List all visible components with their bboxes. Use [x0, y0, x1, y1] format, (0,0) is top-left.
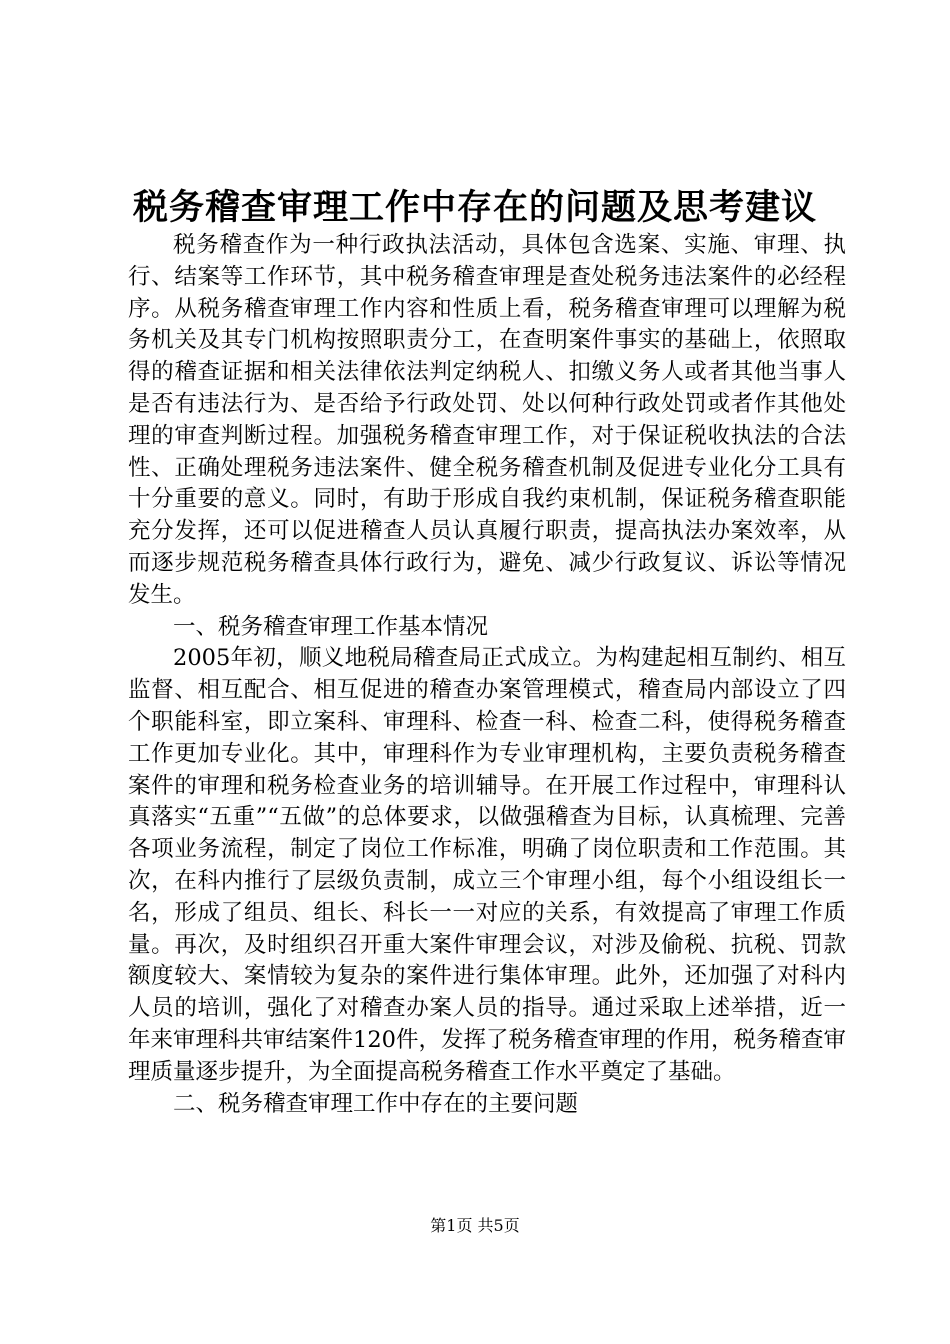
paragraph-intro: 税务稽查作为一种行政执法活动，具体包含选案、实施、审理、执行、结案等工作环节，其中税务稽查审理是查处税务违法案件的必经程序。从税务稽查审理工作内容和性质上看，税务稽查审理可以理解为税务机关及其专门机构按照职责分工，在查明案件事实的基础上，依照取得的稽查证据和相关法律依法判定纳税人、扣缴义务人或者其他当事人是否有违法行为、是否给予行政处罚、处以何种行政处罚或者作其他处理的审查判断过程。加强税务稽查审理工作，对于保证税收执法的合法性、正确处理税务违法案件、健全税务稽查机制及促进专业化分工具有十分重要的意义。同时，有助于形成自我约束机制，保证税务稽查职能充分发挥，还可以促进稽查人员认真履行职责，提高执法办案效率，从而逐步规范税务稽查具体行政行为，避免、减少行政复议、诉讼等情况发生。 — [128, 232, 846, 608]
document-body — [128, 230, 846, 1120]
paragraph-basic-situation: 2005年初，顺义地税局稽查局正式成立。为构建起相互制约、相互监督、相互配合、相互促进的稽查办案管理模式，稽查局内部设立了四个职能科室，即立案科、审理科、检查一科、检查二科，使得税务稽查工作更加专业化。其中，审理科作为专业审理机构，主要负责税务稽查案件的审理和税务检查业务的培训辅导。在开展工作过程中，审理科认真落实“五重”“五做”的总体要求，以做强稽查为目标，认真梳理、完善各项业务流程，制定了岗位工作标准，明确了岗位职责和工作范围。其次，在科内推行了层级负责制，成立三个审理小组，每个小组设组长一名，形成了组员、组长、科长一一对应的关系，有效提高了审理工作质量。再次，及时组织召开重大案件审理会议，对涉及偷税、抗税、罚款额度较大、案情较为复杂的案件进行集体审理。此外，还加强了对科内人员的培训，强化了对稽查办案人员的指导。通过采取上述举措，近一年来审理科共审结案件120件，发挥了税务稽查审理的作用，税务稽查审理质量逐步提升，为全面提高税务稽查工作水平奠定了基础。 — [128, 645, 846, 1085]
section-heading-2: 二、税务稽查审理工作中存在的主要问题 — [173, 1090, 579, 1117]
page-number-footer: 第1页 共5页 — [430, 1216, 520, 1235]
document-title: 税务稽查审理工作中存在的问题及思考建议 — [132, 187, 817, 228]
section-heading-1: 一、税务稽查审理工作基本情况 — [173, 613, 489, 640]
